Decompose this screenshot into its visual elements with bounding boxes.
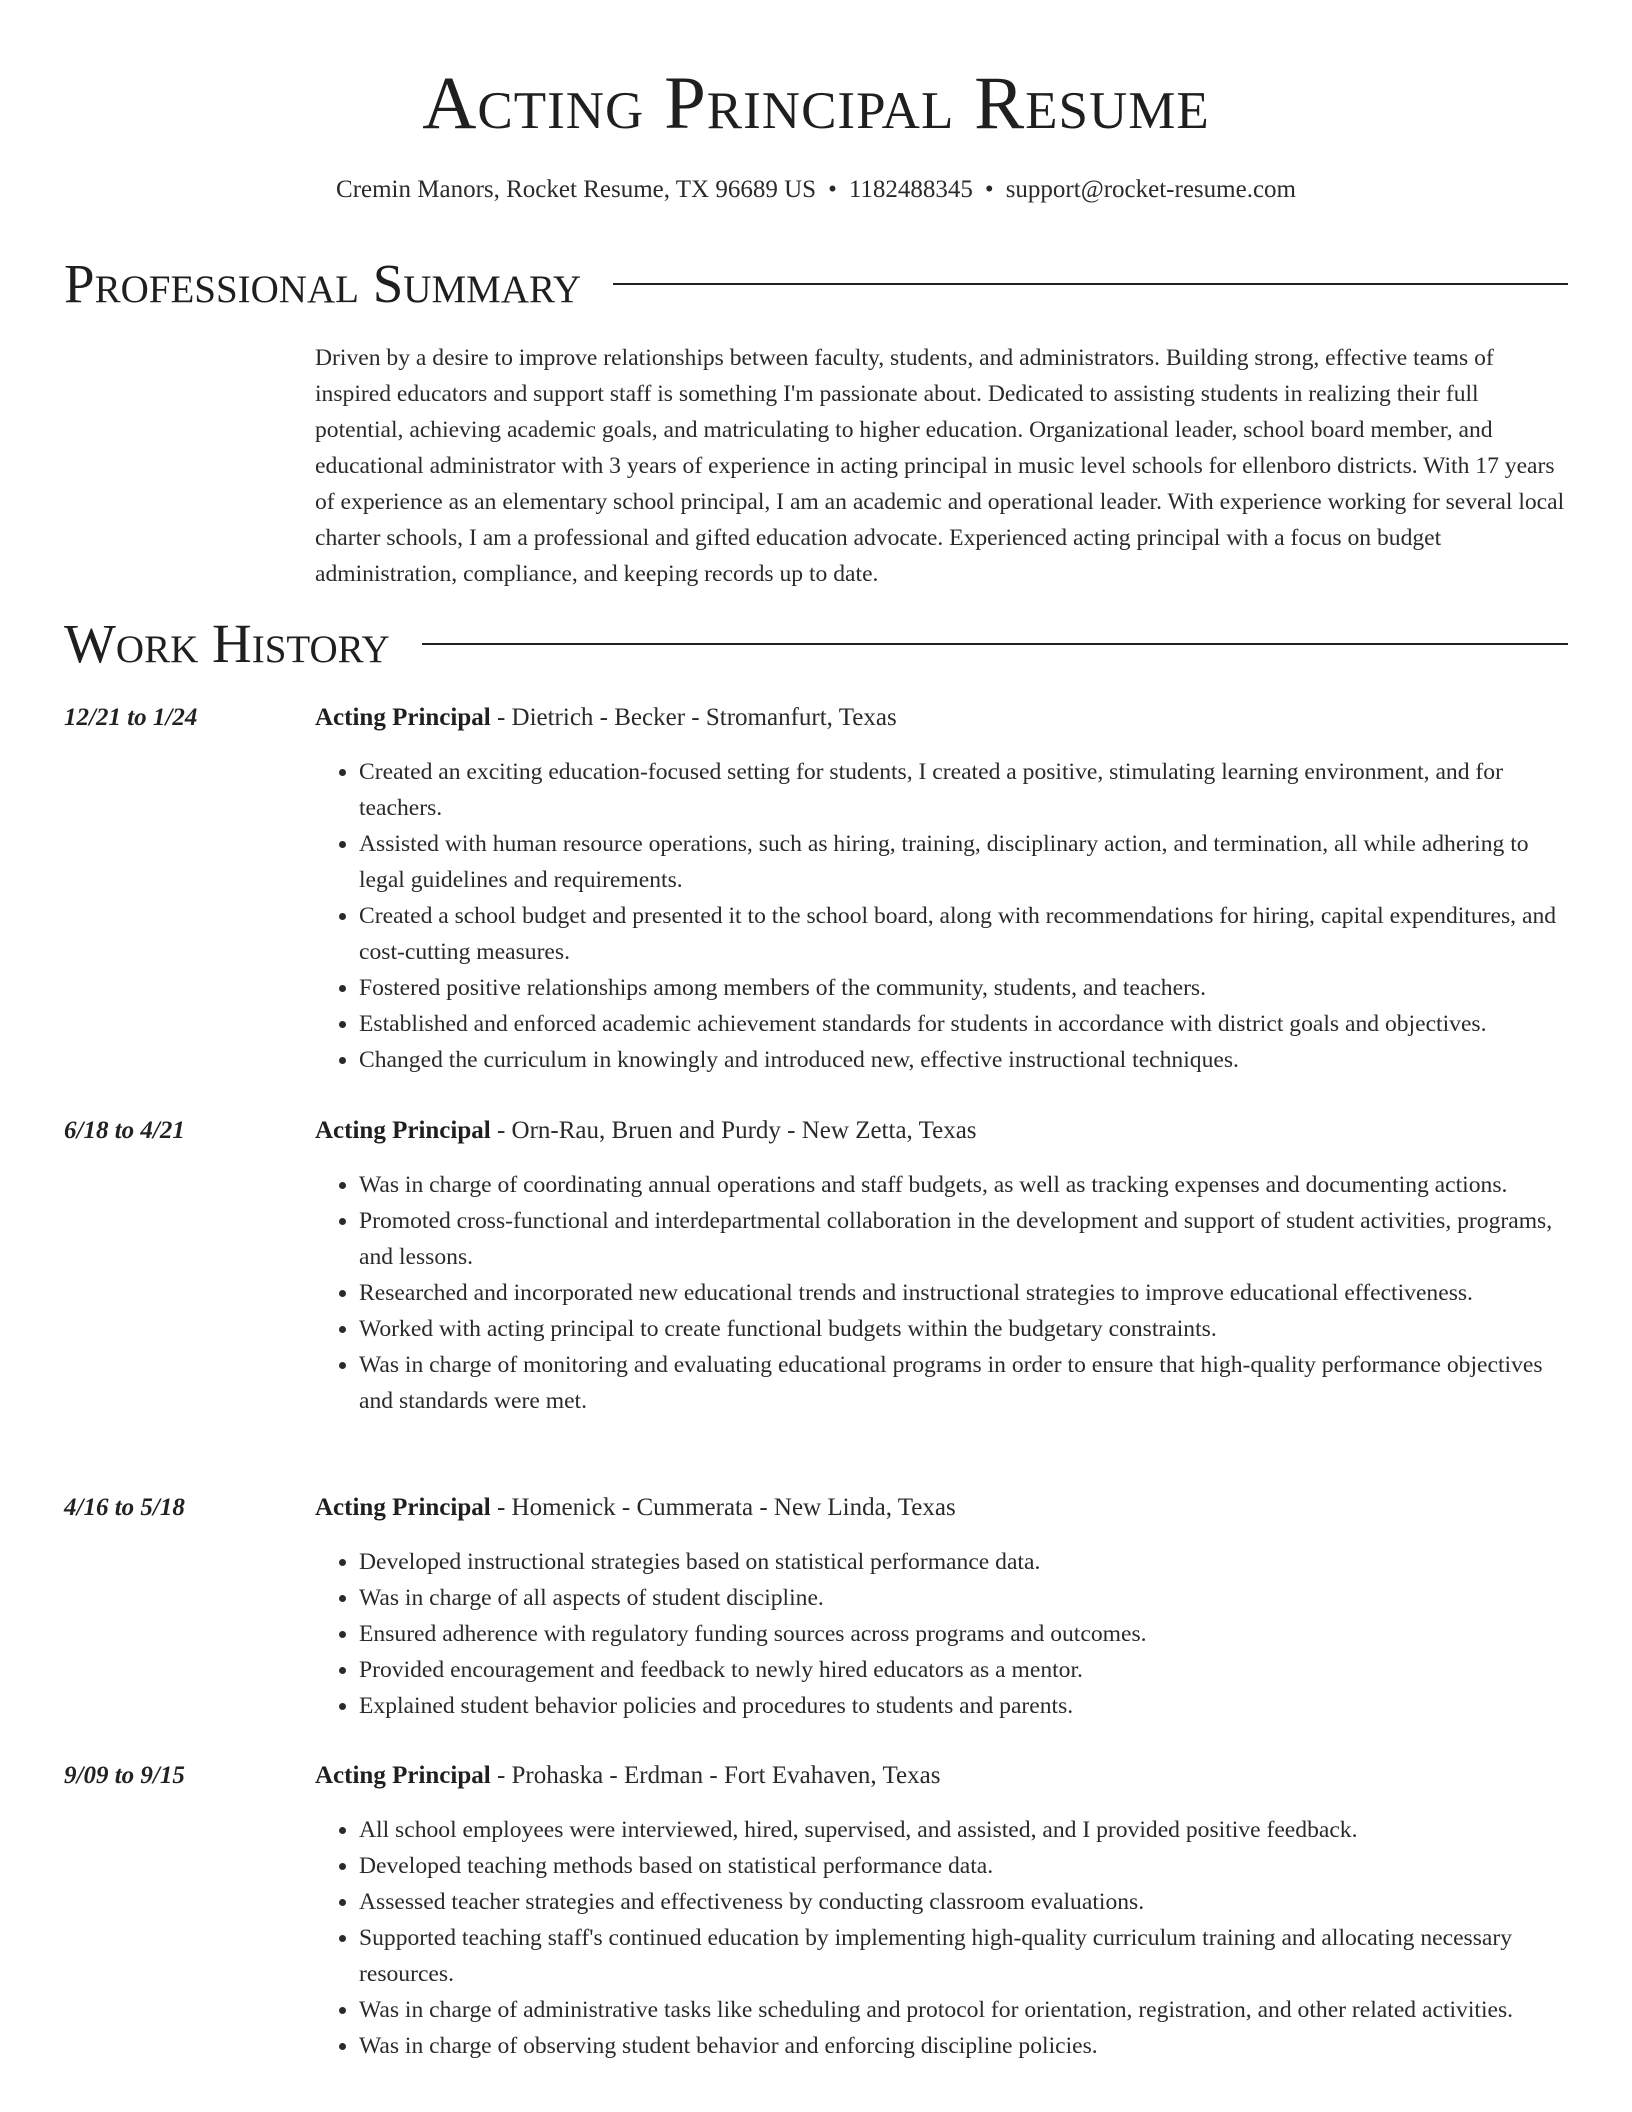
contact-email: support@rocket-resume.com	[1005, 176, 1296, 203]
job-bullet: • Researched and incorporated new educational trends and instructional strategies to improve educational effectiveness.	[359, 1275, 1568, 1311]
summary-section-header	[64, 250, 1568, 318]
job-bullet: • Was in charge of monitoring and evaluating educational programs in order to ensure that high-quality performance objectives and standards were met.	[359, 1347, 1568, 1419]
contact-address: Cremin Manors, Rocket Resume, TX 96689 US	[336, 176, 817, 203]
job-role: Acting Principal	[315, 1117, 491, 1144]
job-bullet: • Assisted with human resource operations, such as hiring, training, disciplinary action, and termination, all while adhering to legal guidelines and requirements.	[359, 826, 1568, 898]
job-bullet: • Developed instructional strategies based on statistical performance data.	[359, 1544, 1568, 1580]
job-bullet: • Supported teaching staff's continued education by implementing high-quality curriculum training and allocating necessary resources.	[359, 1920, 1568, 1992]
job-bullet: • Changed the curriculum in knowingly and introduced new, effective instructional techniques.	[359, 1042, 1568, 1078]
contact-phone: 1182488345	[848, 176, 973, 203]
job-bullet: • Developed teaching methods based on statistical performance data.	[359, 1848, 1568, 1884]
job-bullet: • Explained student behavior policies and procedures to students and parents.	[359, 1688, 1568, 1724]
work-history-heading: Work History	[64, 613, 390, 674]
job-heading	[315, 1758, 940, 1794]
job-role: Acting Principal	[315, 1494, 491, 1521]
job-bullet: • Was in charge of coordinating annual operations and staff budgets, as well as tracking expenses and documenting actions.	[359, 1167, 1568, 1203]
job-bullet: • Was in charge of observing student behavior and enforcing discipline policies.	[359, 2028, 1568, 2064]
job-bullet: • Established and enforced academic achievement standards for students in accordance with district goals and objectives.	[359, 1006, 1568, 1042]
contact-separator: •	[828, 176, 837, 203]
section-divider	[613, 283, 1568, 285]
job-heading	[315, 1490, 956, 1526]
job-bullet: • Assessed teacher strategies and effectiveness by conducting classroom evaluations.	[359, 1884, 1568, 1920]
job-bullet-list	[315, 754, 1568, 1078]
job-employer: - Prohaska - Erdman - Fort Evahaven, Texas	[490, 1762, 941, 1789]
summary-text: Driven by a desire to improve relationships between faculty, students, and administrators. Building strong, effective teams of inspired educators and support staff is something I'm passionate about. Dedicated to assisting students in realizing their full potential, achieving academic goals, and matriculating to higher education. Organizational leader, school board member, and educational administrator with 3 years of experience in acting principal in music level schools for ellenboro districts. With 17 years of experience as an elementary school principal, I am an academic and operational leader. With experience working for several local charter schools, I am a professional and gifted education advocate. Experienced acting principal with a focus on budget administration, compliance, and keeping records up to date.	[315, 345, 1565, 587]
job-role: Acting Principal	[315, 1762, 491, 1789]
job-bullet: • Created a school budget and presented it to the school board, along with recommendations for hiring, capital expenditures, and cost-cutting measures.	[359, 898, 1568, 970]
job-employer: - Orn-Rau, Bruen and Purdy - New Zetta, Texas	[490, 1117, 977, 1144]
job-bullet: • Created an exciting education-focused setting for students, I created a positive, stimulating learning environment, and for teachers.	[359, 754, 1568, 826]
resume-title: Acting Principal Resume	[422, 62, 1210, 145]
job-bullet: • All school employees were interviewed, hired, supervised, and assisted, and I provided positive feedback.	[359, 1812, 1568, 1848]
contact-separator: •	[984, 176, 994, 203]
contact-line	[0, 172, 1632, 208]
job-role: Acting Principal	[315, 704, 491, 731]
work-history-section-header	[64, 610, 1568, 678]
job-bullet: • Promoted cross-functional and interdepartmental collaboration in the development and support of student activities, programs, and lessons.	[359, 1203, 1568, 1275]
job-date: 4/16 to 5/18	[64, 1494, 185, 1521]
summary-heading: Professional Summary	[64, 253, 582, 314]
job-bullet: • Worked with acting principal to create functional budgets within the budgetary constraints.	[359, 1311, 1568, 1347]
job-date: 6/18 to 4/21	[64, 1117, 185, 1144]
job-employer: - Dietrich - Becker - Stromanfurt, Texas	[490, 704, 897, 731]
job-bullet: • Ensured adherence with regulatory funding sources across programs and outcomes.	[359, 1616, 1568, 1652]
job-bullet: • Was in charge of all aspects of student discipline.	[359, 1580, 1568, 1616]
job-bullet-list	[315, 1544, 1568, 1724]
job-date: 12/21 to 1/24	[64, 704, 198, 731]
job-bullet-list	[315, 1167, 1568, 1419]
job-bullet: • Was in charge of administrative tasks like scheduling and protocol for orientation, registration, and other related activities.	[359, 1992, 1568, 2028]
job-heading	[315, 700, 897, 736]
job-bullet: • Provided encouragement and feedback to newly hired educators as a mentor.	[359, 1652, 1568, 1688]
section-divider	[422, 643, 1568, 645]
job-heading	[315, 1113, 977, 1149]
job-bullet-list	[315, 1812, 1568, 2064]
job-employer: - Homenick - Cummerata - New Linda, Texas	[490, 1494, 956, 1521]
job-bullet: • Fostered positive relationships among members of the community, students, and teachers.	[359, 970, 1568, 1006]
job-date: 9/09 to 9/15	[64, 1762, 185, 1789]
